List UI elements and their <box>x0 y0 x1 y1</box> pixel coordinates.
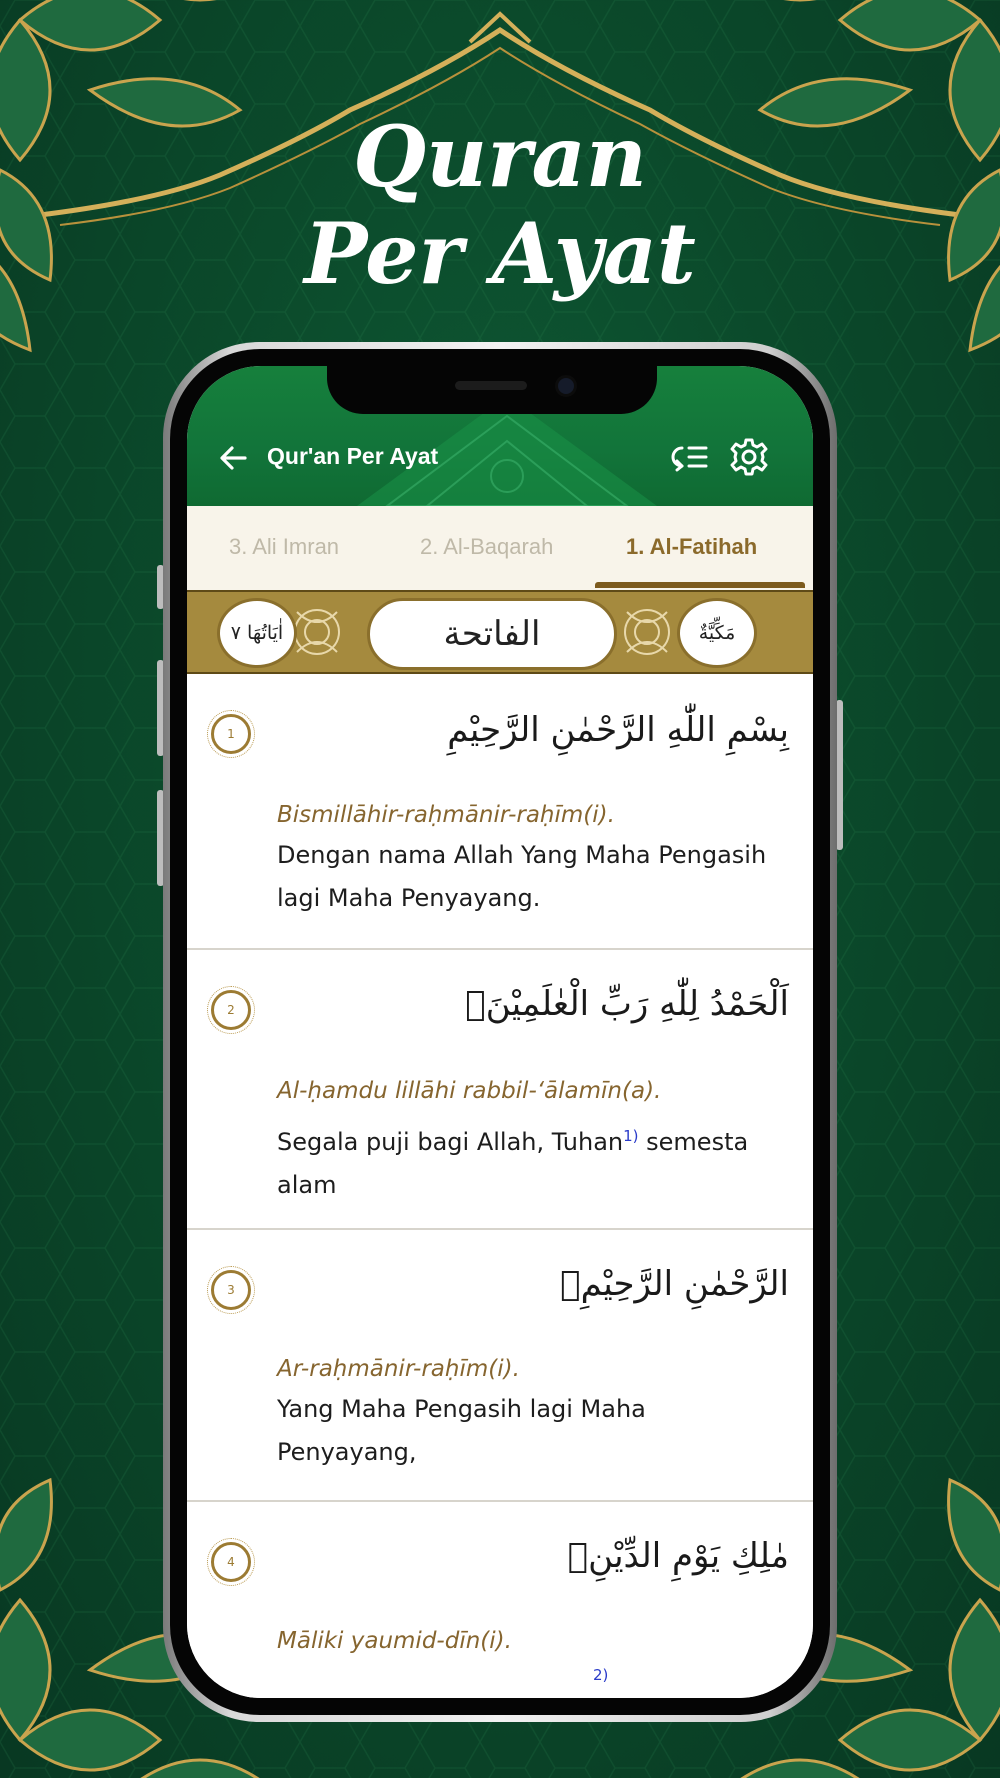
active-tab-indicator <box>595 582 805 588</box>
promo-title-line1: Quran <box>353 107 647 206</box>
phone-frame <box>163 342 837 1722</box>
surah-tabs <box>187 506 813 590</box>
playlist-icon[interactable] <box>669 439 709 475</box>
ayah-translation <box>277 1115 777 1207</box>
ayah-number-badge: 2 <box>211 990 251 1030</box>
ayah-list <box>187 674 813 1698</box>
ayah-item[interactable] <box>187 1230 813 1502</box>
footnote-marker[interactable]: 1) <box>623 1127 639 1145</box>
surah-header-banner <box>187 590 813 674</box>
surah-name-plate: الفاتحة <box>367 598 617 670</box>
ayah-transliteration: Bismillāhir-raḥmānir-raḥīm(i). <box>277 802 615 828</box>
tab-ali-imran[interactable]: 3. Ali Imran <box>229 534 340 559</box>
ayah-item[interactable] <box>187 1502 813 1698</box>
ayah-translation: Dengan nama Allah Yang Maha Pengasih lagi Maha Penyayang. <box>277 841 767 912</box>
ayah-arabic-text: بِسْمِ اللّٰهِ الرَّحْمٰنِ الرَّحِيْمِ <box>447 710 789 750</box>
arrow-left-icon[interactable] <box>215 440 251 476</box>
front-camera <box>555 375 577 397</box>
ayah-item[interactable] <box>187 674 813 950</box>
ayah-translation: Yang Maha Pengasih lagi Maha Penyayang, <box>277 1395 646 1466</box>
revelation-place-medallion: مَكِّيَّةٌ <box>677 598 757 668</box>
translation-text-before-footnote: Segala puji bagi Allah, Tuhan <box>277 1128 624 1156</box>
phone-power-button <box>836 700 843 850</box>
ayah-arabic-text: اَلْحَمْدُ لِلّٰهِ رَبِّ الْعٰلَمِيْنَۙ <box>465 984 789 1024</box>
ayah-number-badge: 4 <box>211 1542 251 1582</box>
ayah-arabic-text: مٰلِكِ يَوْمِ الدِّيْنِۗ <box>567 1536 789 1576</box>
tab-al-baqarah[interactable]: 2. Al-Baqarah <box>420 534 554 559</box>
ayah-arabic-text: الرَّحْمٰنِ الرَّحِيْمِۙ <box>560 1264 789 1304</box>
phone-bezel <box>170 349 830 1715</box>
app-title: Qur'an Per Ayat <box>267 443 439 469</box>
phone-notch <box>327 366 657 414</box>
ayah-transliteration: Ar-raḥmānir-raḥīm(i). <box>277 1356 520 1382</box>
tab-al-fatihah[interactable]: 1. Al-Fatihah <box>626 534 758 559</box>
ayat-count-medallion: اٰيَاتُهَا ٧ <box>217 598 297 668</box>
ayah-transliteration: Māliki yaumid-dīn(i). <box>277 1628 512 1654</box>
ayah-number-badge: 1 <box>211 714 251 754</box>
ayah-number-badge: 3 <box>211 1270 251 1310</box>
gear-icon[interactable] <box>729 437 769 477</box>
promo-title-line2: Per Ayat <box>304 204 696 303</box>
translation-text-after-footnote: semesta alam <box>277 1128 749 1199</box>
phone-screen <box>187 366 813 1698</box>
ayah-item[interactable] <box>187 950 813 1230</box>
speaker-grille <box>455 381 527 390</box>
footnote-marker[interactable]: 2) <box>593 1666 609 1684</box>
ayah-transliteration: Al-ḥamdu lillāhi rabbil-‘ālamīn(a). <box>277 1078 662 1104</box>
